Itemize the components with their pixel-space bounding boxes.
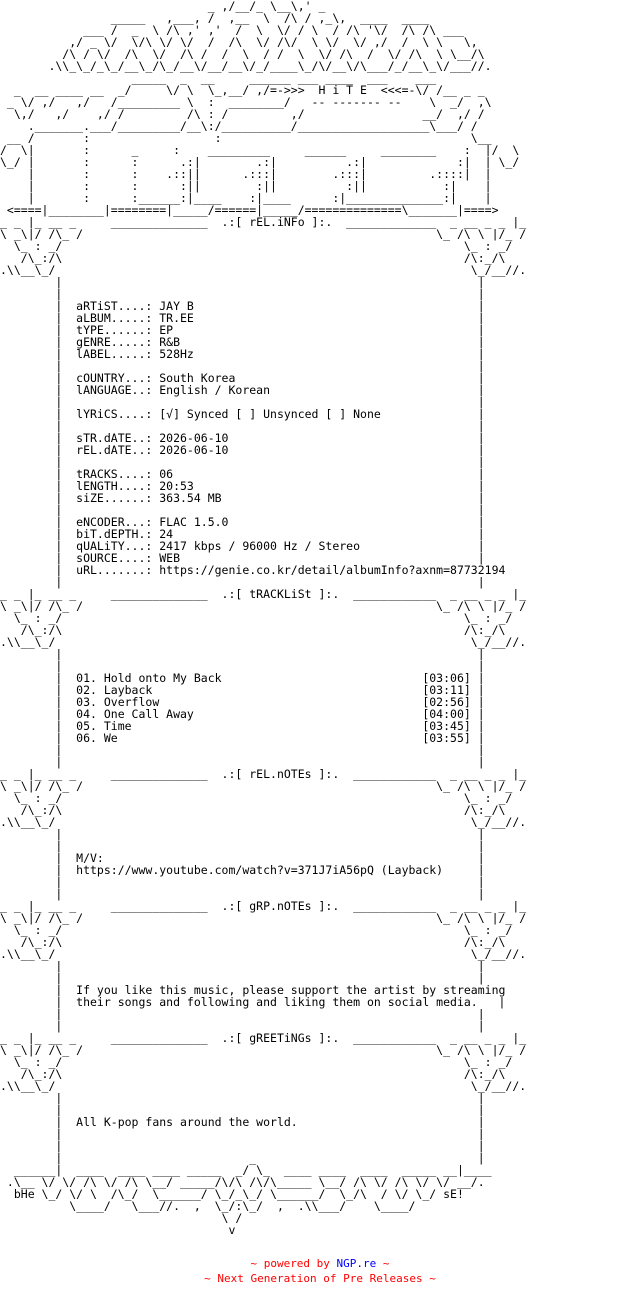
ngp-tagline: ~ Next Generation of Pre Releases ~ <box>204 1272 436 1285</box>
powered-by-prefix: ~ powered by <box>250 1257 337 1270</box>
ngp-link[interactable]: NGP.re <box>336 1257 377 1270</box>
nfo-ascii-art: _ ,/__/_ \__\,' _ _____ ,___, / ,__ \ /\ / ,_\, ____ ____ ___ / _ \ /\ ,' ,' / \ \/ / \ / /\ '\/ /\ /\ ___ ,/ _ \/ \/\ \/ \/ / /\ \/ /\/ \ \/ \/ ,/ / \ \ \, /\ / \/ /\ \/ /\ / / \ / / \ \/ /\ / \/ /\ \ \__/\ .\\_\_/_\_/__\_/\_/__\/__/__\/_/____\_/\/__\/\___/_/__\_\/___//. _____ _ __ ______ ___ ____ ___ ___ _ __ ____ __ _/ \/ \ \_,__/ ,/=->>> H i T E <<<=-\/ /__ _ _ _ \/ ,/ ,/ /_________ \ : ________/ -- ------- -- \ _/ ,\ \,/ ,/ ,/ / /\ : / ,/ __/ ,/ / ._______.___/_________/__\:/__________/___________________\___/ / __ / : : \__ / \| : _ : _________ ______ ________ : |/ \ \_/ | : : .:| .:| .:| :| | \_/ | : : .::|| .:::| .:::| .::::| | | : : :|| :|| :|| :| | | : :______:|____ :|____ :|______________:| | <====|________|========|_____/======|_____/==============\_______|====> _ _ |_ __ _ ______________ .:[ rEL.iNFo ]:. _____________ _ __ _ _ |_ \ _\|/ /\_ / \_ /\ \ |/_ / \_ : _/ \_ : _/ /\_:/\ /\:_/\ .\\__\_/ \_/__//. | | | | | aRTiST....: JAY B | | aLBUM.....: TR.EE | | tYPE......: EP | | gENRE.....: R&B | | lABEL.....: 528Hz | | | | cOUNTRY...: South Korea | | lANGUAGE..: English / Korean | | | | lYRiCS....: [√] Synced [ ] Unsynced [ ] None | | | | sTR.dATE..: 2026-06-10 | | rEL.dATE..: 2026-06-10 | | | | tRACKS....: 06 | | lENGTH....: 20:53 | | siZE......: 363.54 MB | | | | eNCODER...: FLAC 1.5.0 | | biT.dEPTH.: 24 | | qUALiTY...: 2417 kbps / 96000 Hz / Stereo | | sOURCE....: WEB | | uRL.......: https://genie.co.kr/detail/albumInfo?axnm=87732194 | | _ _ |_ __ _ ______________ .:[ tRACKLiSt ]:. ____________ _ __ _ _ |_ \ _\|/ /\_ / \_ /\ \ |/_ / \_ : _/ \_ : _/ /\_:/\ /\:_/\ .\\__\_/ \_/__//. | | | | | 01. Hold onto My Back [03:06] | | 02. Layback [03:11] | | 03. Overflow [02:56] | | 04. One Call Away [04:00] | | 05. Time [03:45] | | 06. We [03:55] | | | | | _ _ |_ __ _ ______________ .:[ rEL.nOTEs ]:. ____________ _ __ _ _ |_ \ _\|/ /\_ / \_ /\ \ |/_ / \_ : _/ \_ : _/ /\_:/\ /\:_/\ .\\__\_/ \_/__//. | | | | | M/V: | | https://www.youtube.com/watch?v=371J7iA56pQ (Layback) | | | | | _ _ |_ __ _ ______________ .:[ gRP.nOTEs ]:. ____________ _ __ _ _ |_ \ _\|/ /\_ / \_ /\ \ |/_ / \_ : _/ \_ : _/ /\_:/\ /\:_/\ .\\__\_/ \_/__//. | | | | | If you like this music, please support the artist by streaming | their songs and following and liking them on social media. | | | | | _ _ |_ __ _ ______________ .:[ gREETiNGs ]:. ____________ _ __ _ _ |_ \ _\|/ /\_ / \_ /\ \ |/_ / \_ : _/ \_ : _/ /\_:/\ /\:_/\ .\\__\_/ \_/__//. | | | | | All K-pop fans around the world. | | | | | | _ | ______| ____ ____ ____ _____ _/ \_ ____ ____ ____ _____ __|____ .\__ \/ \/ /\ \/ /\ \__/ _____/\/\ /\/\_____ \__/ /\ \/ /\ \/ \/ __/. bHe \_/ \/ \ /\_/ \______/ \_/_\_/ \______/ \_/\ / \/ \_/ sE! \____/ \___//. , \_/:\_/ , .\\___/ \____/ \ / v <box>0 0 527 1237</box>
powered-by-line <box>0 1256 640 1271</box>
powered-by-suffix: ~ <box>376 1257 390 1270</box>
